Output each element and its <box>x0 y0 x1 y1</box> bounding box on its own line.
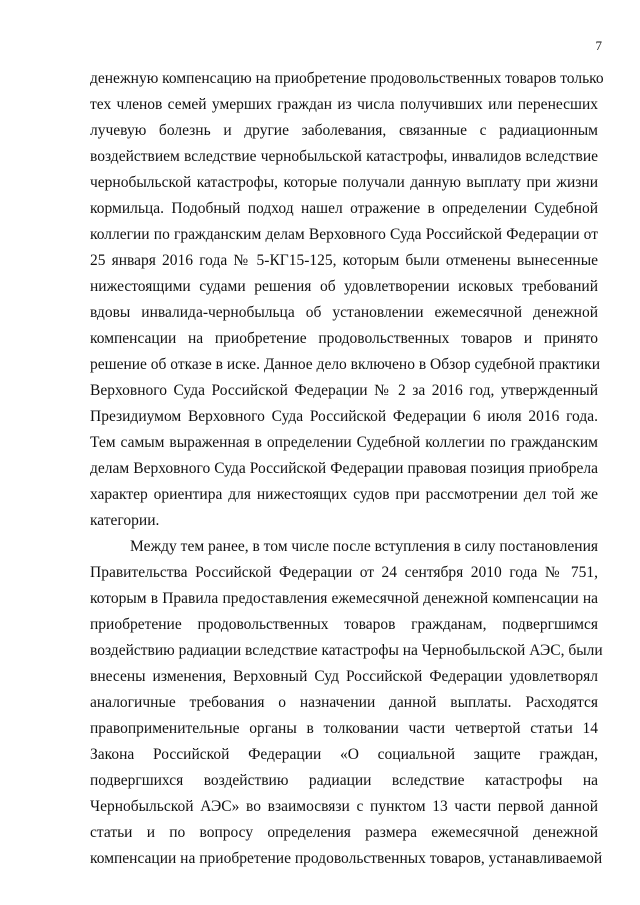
text-line: подвергшихся воздействию радиации вследствие катастрофы на <box>90 772 598 789</box>
paragraph-1 <box>90 66 604 534</box>
text-line: кормильца. Подобный подход нашел отражение в определении Судебной <box>90 200 598 217</box>
text-line: чернобыльской катастрофы, которые получали данную выплату при жизни <box>90 174 598 191</box>
text-line: решение об отказе в иске. Данное дело включено в Обзор судебной практики <box>90 356 600 373</box>
text-line: категории. <box>90 512 160 529</box>
text-line: коллегии по гражданским делам Верховного Суда Российской Федерации от <box>90 226 598 243</box>
text-line: статьи и по вопросу определения размера ежемесячной денежной <box>90 824 598 841</box>
text-line: делам Верховного Суда Российской Федерации правовая позиция приобрела <box>90 460 598 477</box>
text-line: лучевую болезнь и другие заболевания, связанные с радиационным <box>90 122 598 139</box>
text-line: правоприменительные органы в толковании части четвертой статьи 14 <box>90 720 598 737</box>
text-line: денежную компенсацию на приобретение продовольственных товаров только <box>90 70 604 87</box>
text-line: аналогичные требования о назначении данной выплаты. Расходятся <box>90 694 598 711</box>
text-line: внесены изменения, Верховный Суд Российской Федерации удовлетворял <box>90 668 598 685</box>
text-line: компенсации на приобретение продовольственных товаров и принято <box>90 330 598 347</box>
text-line: тех членов семей умерших граждан из числа получивших или перенесших <box>90 96 598 113</box>
text-line: Тем самым выраженная в определении Судебной коллегии по гражданским <box>90 434 598 451</box>
text-line: Чернобыльской АЭС» во взаимосвязи с пунктом 13 части первой данной <box>90 798 598 815</box>
text-line: Закона Российской Федерации «О социальной защите граждан, <box>90 746 598 763</box>
text-line: компенсации на приобретение продовольственных товаров, устанавливаемой <box>90 850 603 867</box>
text-line: вдовы инвалида-чернобыльца об установлении ежемесячной денежной <box>90 304 598 321</box>
text-line: Верховного Суда Российской Федерации № 2 за 2016 год, утвержденный <box>90 382 598 399</box>
text-line: 25 января 2016 года № 5-КГ15-125, которым были отменены вынесенные <box>90 252 598 269</box>
text-line: Правительства Российской Федерации от 24 сентября 2010 года № 751, <box>90 564 598 581</box>
text-line: характер ориентира для нижестоящих судов при рассмотрении дел той же <box>90 486 598 503</box>
text-line: воздействию радиации вследствие катастрофы на Чернобыльской АЭС, были <box>90 642 603 659</box>
page-number: 7 <box>595 38 602 53</box>
text-line: Президиумом Верховного Суда Российской Федерации 6 июля 2016 года. <box>90 408 598 425</box>
paragraph-2 <box>90 534 603 872</box>
text-line: которым в Правила предоставления ежемесячной денежной компенсации на <box>90 590 598 607</box>
text-line: нижестоящими судами решения об удовлетворении исковых требований <box>90 278 598 295</box>
text-line: приобретение продовольственных товаров гражданам, подвергшимся <box>90 616 598 633</box>
text-line: Между тем ранее, в том числе после вступления в силу постановления <box>130 538 598 555</box>
text-line: воздействием вследствие чернобыльской катастрофы, инвалидов вследствие <box>90 148 598 165</box>
